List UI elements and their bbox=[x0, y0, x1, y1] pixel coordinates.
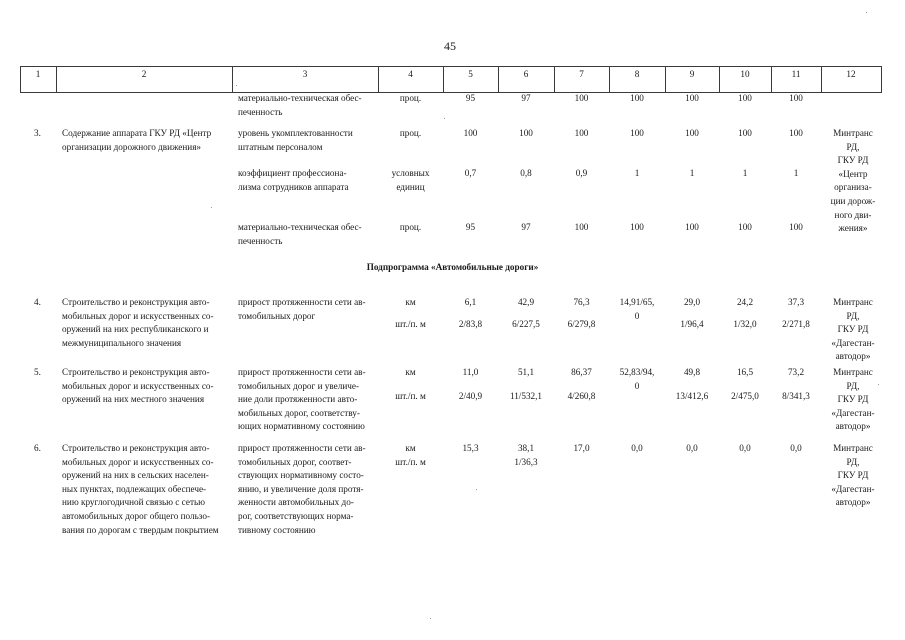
value-cell: 17,0 bbox=[573, 443, 590, 453]
column-header: 2 bbox=[141, 69, 147, 79]
scan-speck bbox=[236, 85, 237, 86]
measure-name: Содержание аппарата ГКУ РД «Центр организации дорожного движения» bbox=[62, 128, 212, 152]
measure-name: Строительство и реконструкция авто- мобильных дорог и искусственных со- оружений на них в сельских населен- ных пунктах, подлежащих обеспече- нию круглогодичной связью с сетью автомобильных дорог общего пользо- вания по дорогам с твердым покрытием bbox=[62, 443, 219, 535]
value-cell: 100 bbox=[463, 128, 478, 138]
row-number: 4. bbox=[34, 297, 41, 307]
scan-speck bbox=[476, 489, 477, 490]
value-cell: 0,0 bbox=[739, 443, 751, 453]
column-header: 9 bbox=[689, 69, 695, 79]
indicator-text: прирост протяженности сети ав- томобильных дорог bbox=[238, 297, 366, 321]
value-cell: 2/40,9 bbox=[458, 391, 483, 401]
value-cell: 0,9 bbox=[575, 168, 588, 178]
column-header: 7 bbox=[579, 69, 584, 79]
value-cell: 29,0 bbox=[683, 297, 701, 307]
value-cell: 0,8 bbox=[520, 168, 532, 178]
value-cell: 2/475,0 bbox=[731, 391, 759, 401]
value-cell: 0,7 bbox=[464, 168, 477, 178]
value-cell: 49,8 bbox=[683, 367, 701, 377]
value-cell: 97 bbox=[521, 222, 531, 232]
value-cell: 0,0 bbox=[686, 443, 698, 453]
value-cell: 42,9 bbox=[517, 297, 535, 307]
value-cell: 1 bbox=[689, 168, 695, 178]
column-header: 12 bbox=[846, 69, 856, 79]
value-cell: 100 bbox=[630, 222, 644, 232]
column-header: 10 bbox=[740, 69, 750, 79]
indicator-text: коэффициент профессиона- лизма сотрудников аппарата bbox=[238, 168, 349, 192]
unit-cell: условных единиц bbox=[391, 168, 430, 192]
value-cell: 0,0 bbox=[631, 443, 643, 453]
value-cell: 8/341,3 bbox=[782, 391, 810, 401]
value-cell: 1/96,4 bbox=[680, 319, 704, 329]
row-number: 5. bbox=[34, 367, 41, 377]
unit-cell: км шт./п. м bbox=[395, 443, 426, 467]
column-header: 11 bbox=[791, 69, 801, 79]
executor-cell: Минтранс РД, ГКУ РД «Дагестан- автодор» bbox=[831, 297, 875, 362]
value-cell: 100 bbox=[685, 93, 699, 103]
value-cell: 100 bbox=[574, 222, 589, 232]
value-cell: 24,2 bbox=[736, 297, 754, 307]
column-header: 4 bbox=[408, 69, 413, 79]
value-cell: 1 bbox=[793, 168, 799, 178]
value-cell: 86,37 bbox=[571, 367, 592, 377]
scan-speck bbox=[444, 118, 445, 119]
column-header: 6 bbox=[523, 69, 529, 79]
indicator-text: прирост протяженности сети ав- томобильных дорог, соответ- ствующих нормативному состо- янию, и увеличение доля протя- женности автомобильных до- рог, соответствующих норма- тивному состоянию bbox=[238, 443, 366, 535]
indicator-text: материально-техническая обес- печенность bbox=[238, 93, 362, 117]
value-cell: 2/83,8 bbox=[458, 319, 483, 329]
value-cell: 76,3 bbox=[573, 297, 590, 307]
measure-name: Строительство и реконструкция авто- мобильных дорог и искусственных со- оружений на них местного значения bbox=[62, 367, 214, 405]
value-cell: 2/271,8 bbox=[782, 319, 810, 329]
column-header: 5 bbox=[468, 69, 473, 79]
value-cell: 38,1 1/36,3 bbox=[514, 443, 538, 467]
value-cell: 97 bbox=[521, 93, 531, 103]
value-cell: 16,5 bbox=[736, 367, 754, 377]
value-cell: 100 bbox=[738, 93, 752, 103]
value-cell: 95 bbox=[465, 93, 476, 103]
scan-speck bbox=[878, 384, 879, 385]
indicator-text: прирост протяженности сети ав- томобильных дорог и увеличе- ние доли протяженности авто- мобильных дорог, соответству- ющих нормативному состоянию bbox=[238, 367, 366, 432]
value-cell: 6/279,8 bbox=[567, 319, 596, 329]
value-cell: 100 bbox=[574, 128, 589, 138]
value-cell: 1/32,0 bbox=[733, 319, 757, 329]
page-number: 45 bbox=[444, 39, 456, 53]
unit-cell: проц. bbox=[399, 128, 422, 138]
unit-cell: проц. bbox=[399, 222, 422, 232]
value-cell: 37,3 bbox=[787, 297, 805, 307]
value-cell: 100 bbox=[738, 128, 752, 138]
value-cell: 100 bbox=[574, 93, 589, 103]
value-cell: 100 bbox=[789, 222, 803, 232]
value-cell: 51,1 bbox=[517, 367, 535, 377]
value-cell: 15,3 bbox=[462, 443, 479, 453]
value-cell: 100 bbox=[630, 93, 644, 103]
value-cell: 52,83/94, 0 bbox=[619, 367, 655, 391]
col-divider bbox=[881, 66, 882, 93]
value-cell: 73,2 bbox=[787, 367, 805, 377]
unit-cell: проц. bbox=[399, 93, 422, 103]
scan-speck bbox=[211, 207, 212, 208]
value-cell: 100 bbox=[519, 128, 533, 138]
executor-cell: Минтранс РД, ГКУ РД «Дагестан- автодор» bbox=[831, 443, 875, 508]
unit-cell: шт./п. м bbox=[395, 319, 426, 329]
indicator-text: материально-техническая обес- печенность bbox=[238, 222, 362, 246]
value-cell: 100 bbox=[789, 128, 803, 138]
row-number: 6. bbox=[34, 443, 41, 453]
value-cell: 1 bbox=[742, 168, 748, 178]
unit-cell: км bbox=[405, 297, 416, 307]
subprogram-heading: Подпрограмма «Автомобильные дороги» bbox=[366, 262, 539, 272]
value-cell: 11/532,1 bbox=[509, 391, 543, 401]
scan-speck bbox=[866, 12, 867, 13]
value-cell: 11,0 bbox=[462, 367, 479, 377]
value-cell: 100 bbox=[738, 222, 752, 232]
unit-cell: км bbox=[405, 367, 416, 377]
value-cell: 0,0 bbox=[790, 443, 802, 453]
value-cell: 13/412,6 bbox=[675, 391, 709, 401]
value-cell: 14,91/65, 0 bbox=[619, 297, 655, 321]
value-cell: 100 bbox=[630, 128, 644, 138]
column-header: 8 bbox=[634, 69, 640, 79]
value-cell: 6/227,5 bbox=[512, 319, 540, 329]
value-cell: 100 bbox=[685, 222, 699, 232]
value-cell: 6,1 bbox=[464, 297, 477, 307]
executor-cell: Минтранс РД, ГКУ РД «Центр организа- ции дорож- ного дви- жения» bbox=[830, 128, 876, 234]
row-number: 3. bbox=[34, 128, 41, 138]
value-cell: 100 bbox=[789, 93, 803, 103]
value-cell: 4/260,8 bbox=[567, 391, 596, 401]
scan-speck bbox=[430, 618, 431, 619]
executor-cell: Минтранс РД, ГКУ РД «Дагестан- автодор» bbox=[831, 367, 875, 432]
column-header: 1 bbox=[35, 69, 41, 79]
indicator-text: уровень укомплектованности штатным персоналом bbox=[238, 128, 353, 152]
value-cell: 95 bbox=[465, 222, 476, 232]
value-cell: 100 bbox=[685, 128, 699, 138]
measure-name: Строительство и реконструкция авто- мобильных дорог и искусственных со- оружений на них республиканского и межмуниципального значения bbox=[62, 297, 214, 348]
column-header: 3 bbox=[302, 69, 308, 79]
value-cell: 1 bbox=[634, 168, 640, 178]
unit-cell: шт./п. м bbox=[395, 391, 426, 401]
